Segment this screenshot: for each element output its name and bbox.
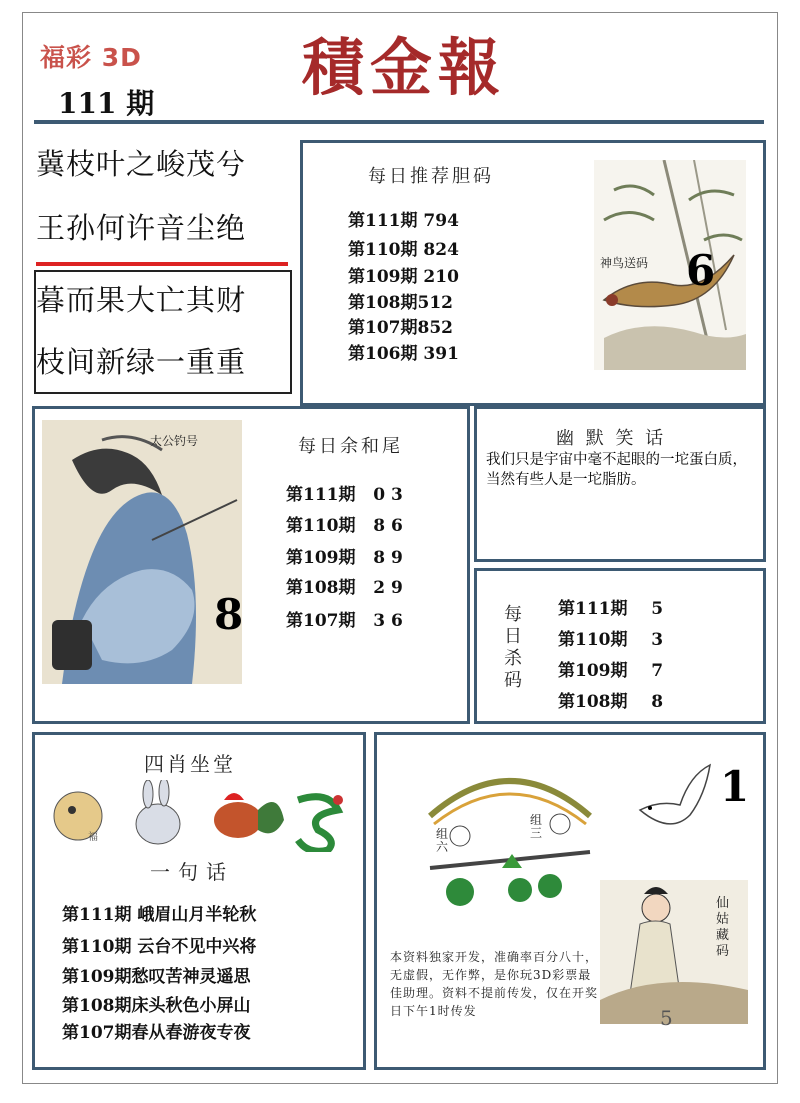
joke-text: 我们只是宇宙中毫不起眼的一坨蛋白质，当然有些人是一坨脂肪。 [486,452,747,488]
fisherman-picture [42,420,242,684]
kill-code-title: 每日杀码 [504,604,522,691]
dragon-icon [298,795,343,851]
fairy-big-number: 1 [720,762,750,811]
fairy-hidden-number: 5 [660,1006,673,1030]
four-zodiac-subtitle: 一句话 [150,860,234,884]
dove-picture [630,760,720,840]
kill-code-row: 第108期 8 [558,692,664,712]
zodiac-row: 第108期床头秋色小屏山 [62,996,251,1016]
poem-line-4: 枝间新绿一重重 [36,345,247,379]
daily-core-big-number: 6 [686,246,716,295]
zodiac-row: 第109期愁叹苦神灵遥思 [62,967,251,987]
svg-text:福: 福 [88,832,98,843]
zodiac-row: 第107期春从春游夜专夜 [62,1023,251,1043]
remainder-row: 第107期 3 6 [286,611,403,631]
joke-title: 幽 默 笑 话 [556,428,667,449]
remainder-row: 第110期 8 6 [286,516,403,536]
poem-red-rule [36,262,288,266]
kill-code-row: 第111期 5 [558,599,664,619]
zodiac-row: 第111期 峨眉山月半轮秋 [62,905,257,925]
zodiac-row: 第110期 云台不见中兴将 [62,937,257,957]
header-rule [34,120,764,124]
remainder-row: 第111期 0 3 [286,485,403,505]
four-zodiac-title: 四肖坐堂 [144,752,236,776]
rabbit-icon [136,780,180,844]
poem-line-2: 王孙何许音尘绝 [36,211,247,245]
kill-code-row: 第110期 3 [558,630,664,650]
kill-code-row: 第109期 7 [558,661,664,681]
issue-number: 111 期 [58,87,155,120]
daily-core-title: 每日推荐胆码 [368,166,494,187]
rooster-icon [214,793,284,838]
dove-icon [630,760,720,840]
fairy-notice: 本资料独家开发，准确率百分八十，无虚假，无作弊，是你玩3D彩票最佳助理。资料不提前传发，仅在开奖日下午1时传发 [390,950,599,1018]
daily-core-row: 第107期852 [348,318,453,338]
dog-icon [54,792,102,843]
daily-core-row: 第111期 794 [348,211,459,231]
zodiac-animals-picture [48,780,358,852]
poem-line-1: 冀枝叶之峻茂兮 [36,147,247,181]
remainder-row: 第109期 8 9 [286,548,403,568]
remainder-row: 第108期 2 9 [286,578,403,598]
remainder-big-number: 8 [214,590,244,639]
brand-label: 福彩 3D [40,43,142,72]
fisherman-picture-label: 太公钓号 [150,434,199,448]
fisherman-icon [42,420,242,684]
daily-core-row: 第108期512 [348,293,453,313]
daily-core-row: 第110期 824 [348,240,459,260]
masthead-title: 積金報 [302,31,507,104]
remainder-tail-title: 每日余和尾 [298,436,403,457]
poem-line-3: 暮而果大亡其财 [36,283,247,317]
pheasant-picture-label: 神鸟送码 [600,256,649,270]
daily-core-row: 第106期 391 [348,344,459,364]
group-three-label: 组三 [530,813,543,840]
fairy-picture-label: 仙姑藏码 [716,896,730,959]
daily-core-row: 第109期 210 [348,267,459,287]
group-six-label: 组六 [436,827,449,854]
